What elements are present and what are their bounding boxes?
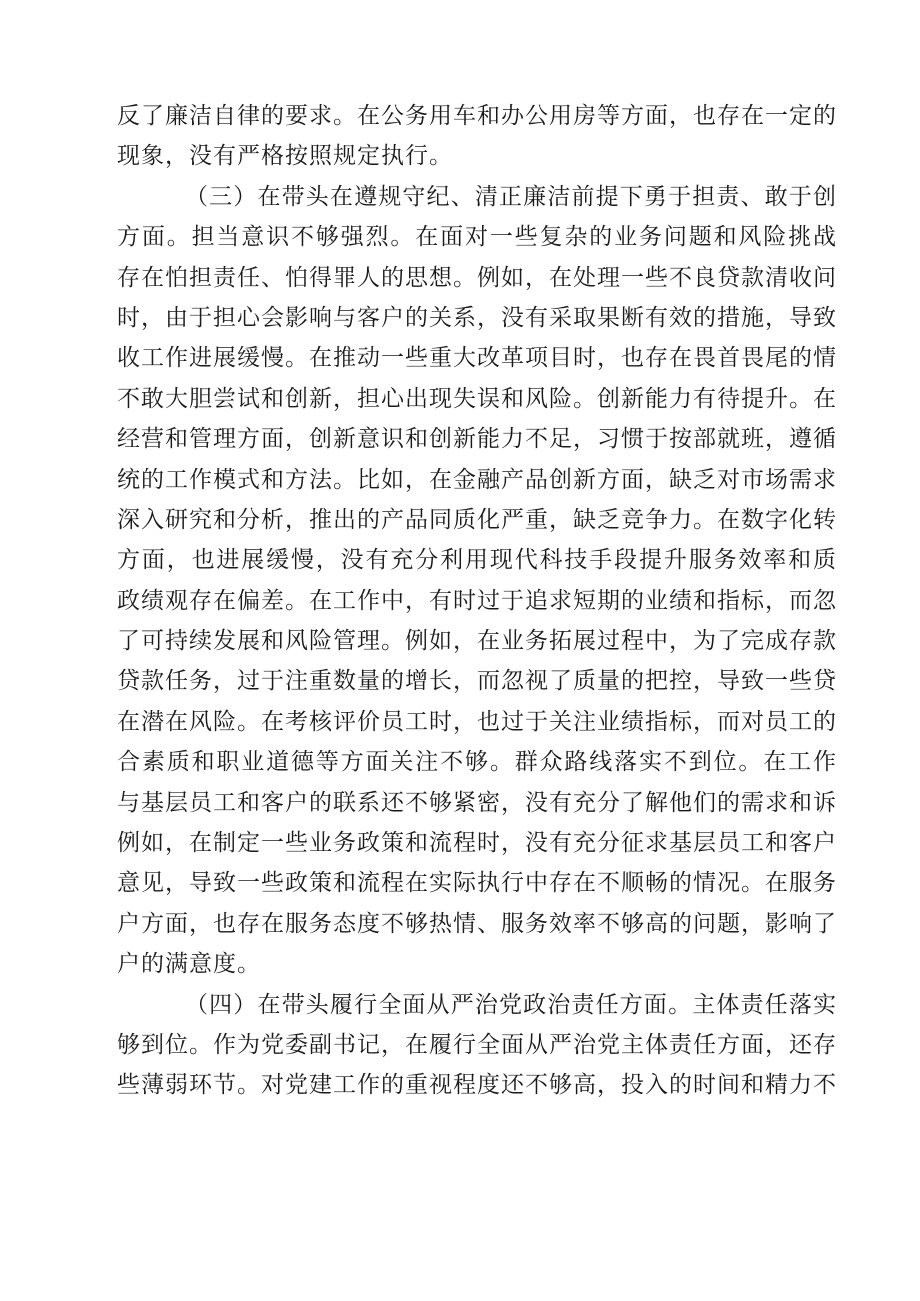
text-line: 合素质和职业道德等方面关注不够。群众路线落实不到位。在工作 [117,749,837,776]
text-line: 存在怕担责任、怕得罪人的思想。例如，在处理一些不良贷款清收问 [117,264,837,291]
text-line: 意见，导致一些政策和流程在实际执行中存在不顺畅的情况。在服务 [117,870,837,897]
text-line: 不敢大胆尝试和创新，担心出现失误和风险。创新能力有待提升。在 [117,385,837,412]
paragraph-heading-line: （四）在带头履行全面从严治党政治责任方面。主体责任落实 [185,991,837,1018]
text-line: 时，由于担心会影响与客户的关系，没有采取果断有效的措施，导致 [117,304,837,331]
text-line: 些薄弱环节。对党建工作的重视程度还不够高，投入的时间和精力不 [117,1072,837,1099]
text-line: 与基层员工和客户的联系还不够紧密，没有充分了解他们的需求和诉 [117,789,837,816]
text-line: 方面。担当意识不够强烈。在面对一些复杂的业务问题和风险挑战 [117,224,837,251]
text-line: 了可持续发展和风险管理。例如，在业务拓展过程中，为了完成存款 [117,628,837,655]
text-line: 贷款任务，过于注重数量的增长，而忽视了质量的把控，导致一些贷 [117,668,837,695]
text-line: 反了廉洁自律的要求。在公务用车和办公用房等方面，也存在一定的 [117,103,837,129]
text-line: 经营和管理方面，创新意识和创新能力不足，习惯于按部就班，遵循 [117,426,837,453]
text-line: 现象，没有严格按照规定执行。 [117,143,453,170]
text-line: 例如，在制定一些业务政策和流程时，没有充分征求基层员工和客户 [117,830,837,857]
text-line: 方面，也进展缓慢，没有充分利用现代科技手段提升服务效率和质 [117,547,837,574]
body-text [117,96,837,1106]
text-line: 户的满意度。 [117,951,261,978]
text-line: 够到位。作为党委副书记，在履行全面从严治党主体责任方面，还存 [117,1031,837,1058]
text-line: 户方面，也存在服务态度不够热情、服务效率不够高的问题，影响了 [117,910,837,937]
text-line: 在潜在风险。在考核评价员工时，也过于关注业绩指标，而对员工的 [117,708,837,735]
text-line: 深入研究和分析，推出的产品同质化严重，缺乏竞争力。在数字化转 [117,506,837,533]
text-line: 收工作进展缓慢。在推动一些重大改革项目时，也存在畏首畏尾的情 [117,345,837,372]
paragraph-heading-line: （三）在带头在遵规守纪、清正廉洁前提下勇于担责、敢于创 [185,183,837,210]
text-line: 政绩观存在偏差。在工作中，有时过于追求短期的业绩和指标，而忽 [117,587,837,614]
text-line: 统的工作模式和方法。比如，在金融产品创新方面，缺乏对市场需求 [117,466,837,493]
